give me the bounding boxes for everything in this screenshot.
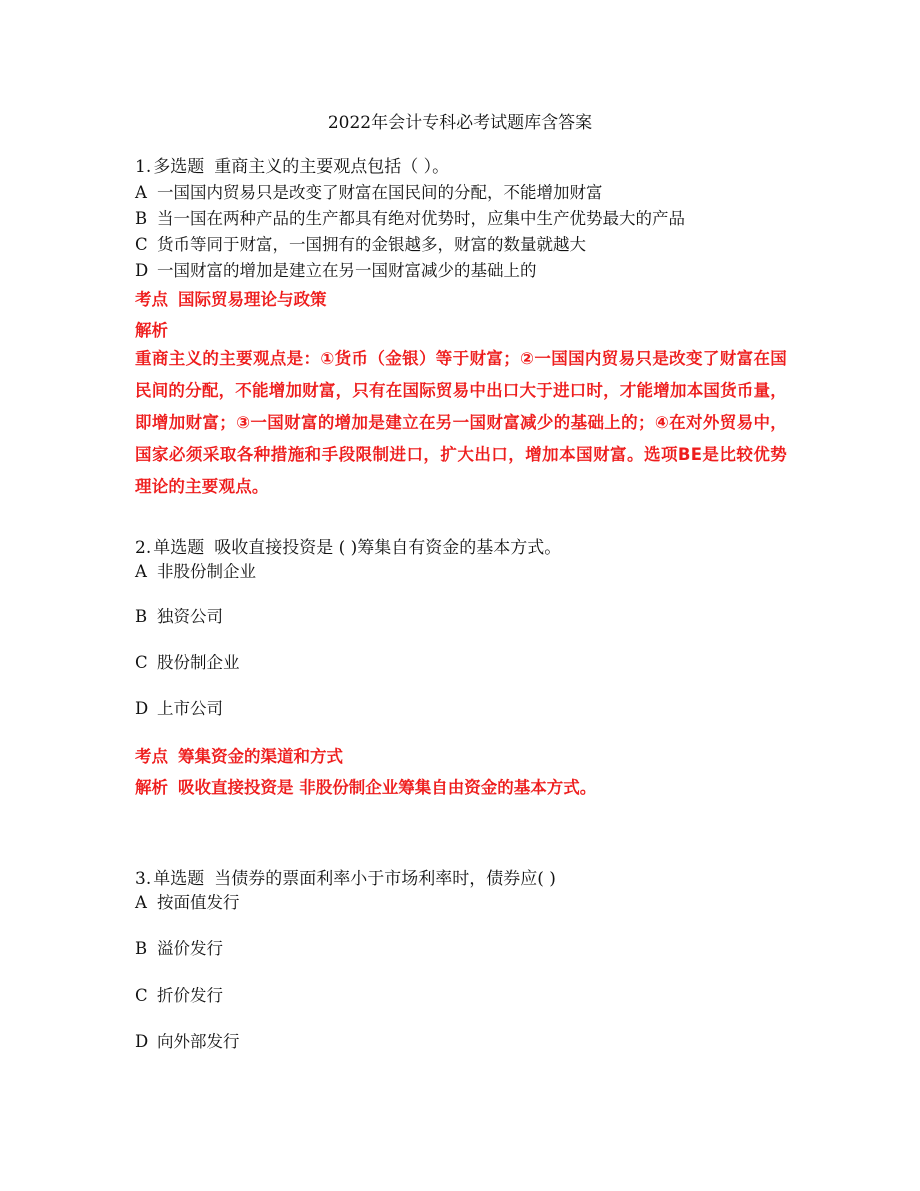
option-letter: A	[135, 893, 147, 912]
option-text: 独资公司	[157, 607, 223, 626]
option-text: 折价发行	[157, 986, 223, 1005]
option-d	[135, 1031, 240, 1053]
option-c	[135, 234, 586, 256]
question-type: 多选题	[153, 157, 205, 177]
option-text: 当一国在两种产品的生产都具有绝对优势时，应集中生产优势最大的产品	[157, 209, 685, 228]
option-text: 向外部发行	[157, 1032, 240, 1051]
option-b	[135, 208, 685, 230]
question-number: 1.	[135, 157, 152, 177]
option-text: 货币等同于财富，一国拥有的金银越多，财富的数量就越大	[157, 235, 586, 254]
option-d	[135, 260, 537, 282]
question-type: 单选题	[153, 538, 205, 558]
question-3-header	[135, 868, 556, 890]
option-letter: C	[135, 986, 148, 1005]
option-c	[135, 985, 223, 1007]
question-stem: 吸收直接投资是 ( )筹集自有资金的基本方式。	[214, 538, 562, 558]
option-c	[135, 652, 240, 674]
option-letter: B	[135, 607, 148, 626]
option-letter: A	[135, 562, 147, 581]
kaodian-text: 国际贸易理论与政策	[178, 290, 327, 309]
question-number: 2.	[135, 538, 152, 558]
question-type: 单选题	[153, 869, 205, 889]
option-text: 一国财富的增加是建立在另一国财富减少的基础上的	[157, 261, 537, 280]
option-letter: A	[135, 183, 147, 202]
option-letter: D	[135, 1032, 149, 1051]
question-number: 3.	[135, 869, 152, 889]
option-letter: D	[135, 699, 149, 718]
option-b	[135, 938, 223, 960]
question-stem: 重商主义的主要观点包括（ ）。	[214, 157, 450, 177]
option-letter: C	[135, 653, 148, 672]
jiexi-paragraph: 重商主义的主要观点是：①货币（金银）等于财富；②一国国内贸易只是改变了财富在国民间的分配，不能增加财富，只有在国际贸易中出口大于进口时，才能增加本国货币量，即增加财富；③一国财富的增加是建立在另一国财富减少的基础上的；④在对外贸易中，国家必须采取各种措施和手段限制进口，扩大出口，增加本国财富。选项BE是比较优势理论的主要观点。	[135, 349, 787, 496]
question-1-header	[135, 156, 449, 178]
jiexi-row	[135, 777, 596, 799]
question-stem: 当债券的票面利率小于市场利率时，债券应( )	[214, 869, 556, 889]
option-a	[135, 561, 256, 583]
question-2-header	[135, 537, 561, 559]
option-text: 上市公司	[157, 699, 223, 718]
kaodian-label: 考点	[135, 290, 168, 309]
option-text: 溢价发行	[157, 939, 223, 958]
option-text: 非股份制企业	[157, 562, 256, 581]
option-a	[135, 892, 240, 914]
kaodian-text: 筹集资金的渠道和方式	[178, 747, 343, 766]
kaodian-label: 考点	[135, 747, 168, 766]
document-title: 2022年会计专科必考试题库含答案	[327, 113, 593, 133]
option-b	[135, 606, 223, 628]
jiexi-label: 解析	[135, 778, 168, 797]
option-text: 按面值发行	[157, 893, 240, 912]
kaodian-row	[135, 746, 343, 768]
jiexi-label: 解析	[135, 321, 168, 340]
option-letter: C	[135, 235, 148, 254]
option-letter: B	[135, 939, 148, 958]
option-a	[135, 182, 603, 204]
option-text: 一国国内贸易只是改变了财富在国民间的分配，不能增加财富	[157, 183, 603, 202]
option-letter: D	[135, 261, 149, 280]
option-text: 股份制企业	[157, 653, 240, 672]
kaodian-row	[135, 289, 327, 311]
option-d	[135, 698, 223, 720]
jiexi-text: 吸收直接投资是 非股份制企业筹集自由资金的基本方式。	[178, 778, 597, 797]
option-letter: B	[135, 209, 148, 228]
